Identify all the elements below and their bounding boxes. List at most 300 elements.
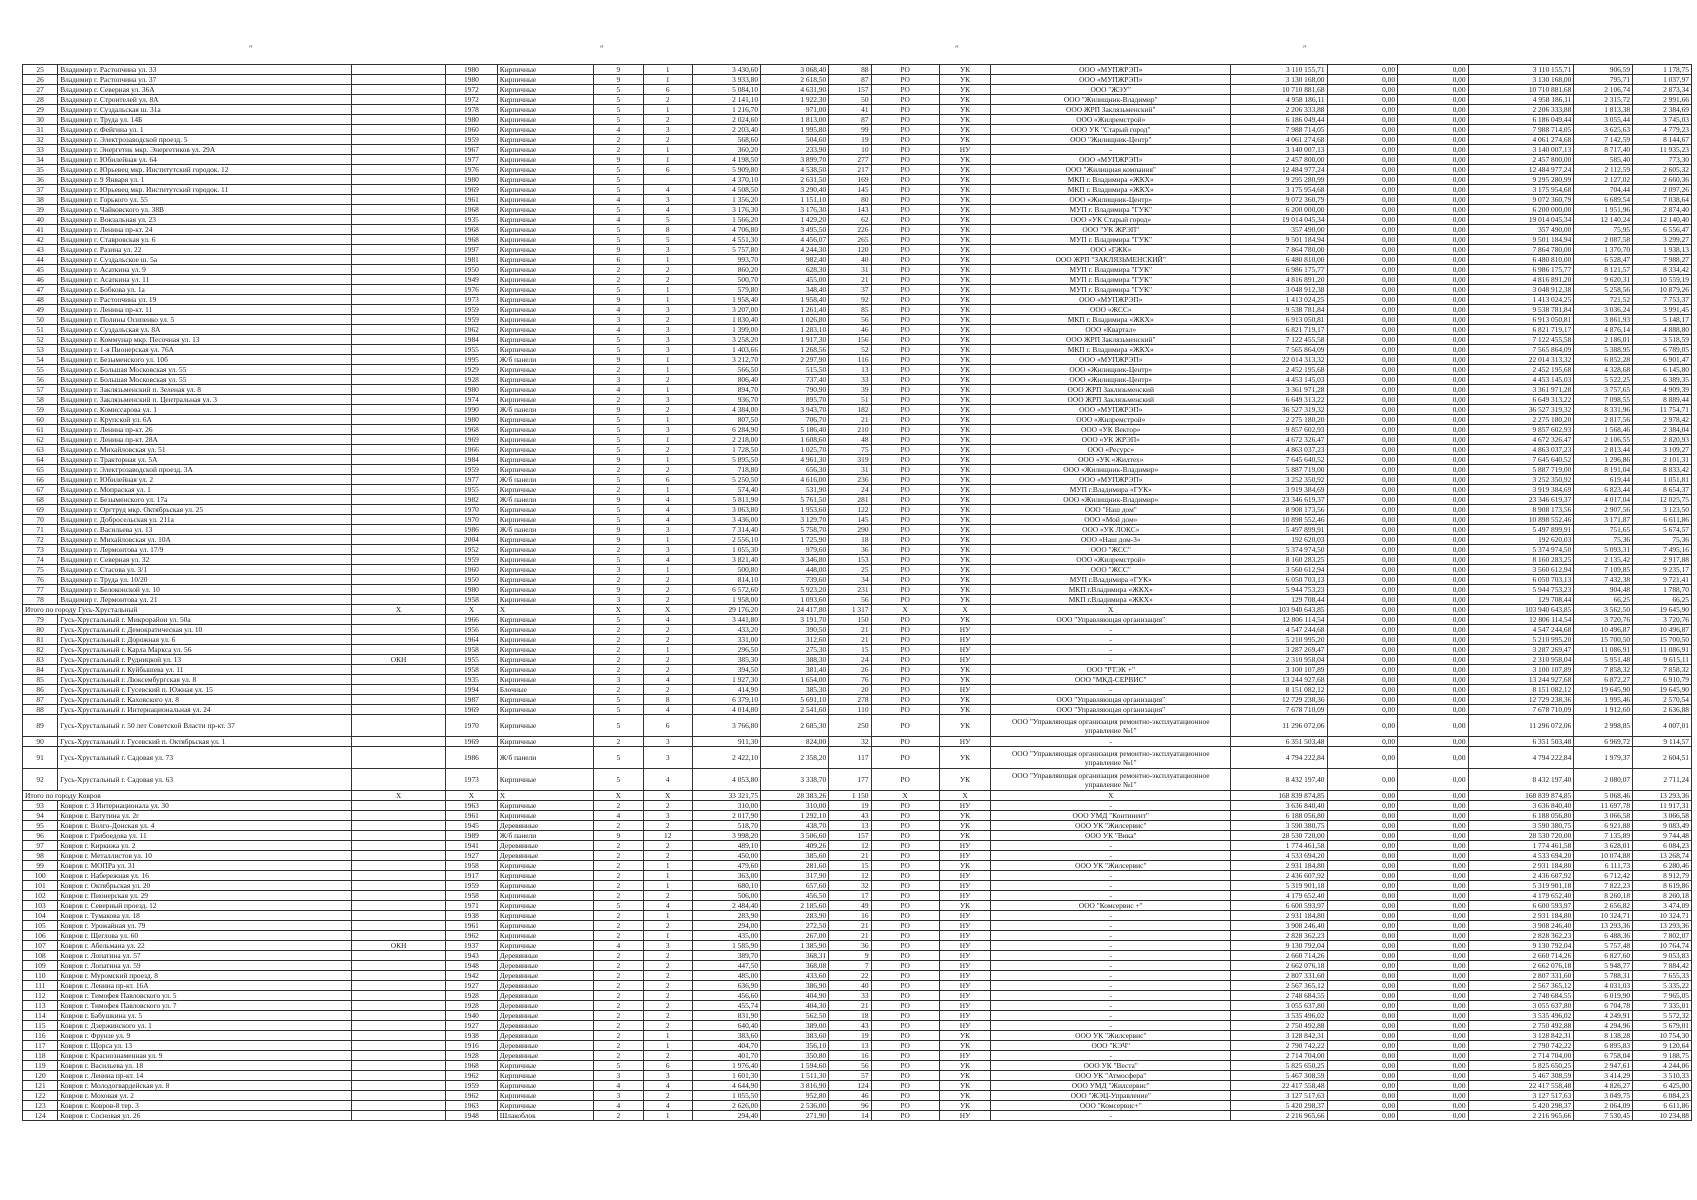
table-cell: МУП г. Владимира "ГУК" <box>991 275 1231 285</box>
table-cell: ООО "Жилищник-Владимир" <box>991 95 1231 105</box>
table-cell: 5 <box>594 85 643 95</box>
table-cell <box>352 325 446 335</box>
table-cell: 46 <box>829 1091 871 1101</box>
table-cell: ООО «УК Старый город» <box>991 215 1231 225</box>
table-cell: 2 <box>643 635 692 645</box>
table-cell: 1980 <box>446 115 498 125</box>
table-cell: 36 <box>829 545 871 555</box>
table-body <box>23 65 1692 1121</box>
table-cell: НУ <box>939 645 991 655</box>
table-cell <box>352 801 446 811</box>
table-cell: 1971 <box>446 901 498 911</box>
table-cell: РО <box>871 595 939 605</box>
table-cell: 145 <box>829 515 871 525</box>
table-cell: 0,00 <box>1398 881 1469 891</box>
table-cell: 81 <box>23 635 58 645</box>
table-cell: 294,00 <box>692 921 760 931</box>
table-cell: 5 <box>643 235 692 245</box>
table-cell: ООО "УК ЖРЭП" <box>991 225 1231 235</box>
table-cell: 56 <box>829 595 871 605</box>
table-cell: 1 728,50 <box>692 445 760 455</box>
table-cell: 12 729 238,36 <box>1468 695 1574 705</box>
table-cell: 0,00 <box>1398 1091 1469 1101</box>
table-cell <box>352 961 446 971</box>
table-cell: 47 <box>23 285 58 295</box>
table-cell: 0,00 <box>1327 1071 1398 1081</box>
table-cell: 0,00 <box>1327 1091 1398 1101</box>
table-cell: Деревянные <box>497 1001 593 1011</box>
table-cell: 319 <box>829 455 871 465</box>
table-cell: 32 <box>23 135 58 145</box>
table-cell: 5 895,50 <box>692 455 760 465</box>
table-cell: 6 480 810,00 <box>1468 255 1574 265</box>
table-cell: УК <box>939 435 991 445</box>
table-cell: УК <box>939 1101 991 1111</box>
table-cell: РО <box>871 695 939 705</box>
table-cell: УК <box>939 125 991 135</box>
table-cell: 4 644,90 <box>692 1081 760 1091</box>
table-cell: 26 <box>23 75 58 85</box>
table-cell: 0,00 <box>1327 145 1398 155</box>
table-cell: 66,25 <box>1633 595 1692 605</box>
table-row <box>23 565 1692 575</box>
table-cell: 4 <box>594 215 643 225</box>
table-cell: 1960 <box>446 565 498 575</box>
table-row <box>23 769 1692 791</box>
table-cell: 41 <box>23 225 58 235</box>
table-cell: 59 <box>23 405 58 415</box>
table-cell <box>352 1011 446 1021</box>
table-cell: 2 536,00 <box>761 1101 829 1111</box>
table-cell: 62 <box>829 215 871 225</box>
table-cell: 0,00 <box>1398 125 1469 135</box>
table-cell: 5 <box>594 105 643 115</box>
table-cell: 0,00 <box>1327 305 1398 315</box>
table-cell: 0,00 <box>1398 655 1469 665</box>
table-cell: 6 280,46 <box>1633 861 1692 871</box>
table-cell: 0,00 <box>1398 841 1469 851</box>
table-cell: 2 064,09 <box>1574 1101 1633 1111</box>
table-cell: 103 940 643,85 <box>1231 605 1327 615</box>
table-cell: 250 <box>829 715 871 737</box>
table-cell: 2 <box>643 275 692 285</box>
table-cell: 1976 <box>446 165 498 175</box>
table-cell: 2 206 333,88 <box>1468 105 1574 115</box>
table-cell: 69 <box>23 505 58 515</box>
table-cell: 4 816 891,20 <box>1231 275 1327 285</box>
table-cell: РО <box>871 235 939 245</box>
table-cell: 21 <box>829 1001 871 1011</box>
table-cell: - <box>991 881 1231 891</box>
table-cell: 3 766,80 <box>692 715 760 737</box>
table-cell: 1986 <box>446 525 498 535</box>
table-cell: Гусь-Хрустальный г. Гусевский п. Октябрьская ул. 1 <box>58 737 352 747</box>
table-cell: 2 874,40 <box>1633 205 1692 215</box>
table-cell: 1950 <box>446 575 498 585</box>
table-cell: 1927 <box>446 851 498 861</box>
table-cell: 1 <box>643 75 692 85</box>
table-cell: 3 816,90 <box>761 1081 829 1091</box>
table-cell: 0,00 <box>1327 565 1398 575</box>
table-cell: 86 <box>23 685 58 695</box>
table-cell: 5 258,56 <box>1574 285 1633 295</box>
table-cell: 97 <box>23 841 58 851</box>
table-cell: РО <box>871 1041 939 1051</box>
table-cell: 0,00 <box>1327 1031 1398 1041</box>
table-cell: ОКН <box>352 941 446 951</box>
table-cell: 52 <box>23 335 58 345</box>
table-cell: 4 538,50 <box>761 165 829 175</box>
table-cell: 2 817,56 <box>1574 415 1633 425</box>
table-cell: - <box>991 941 1231 951</box>
table-cell: 1961 <box>446 195 498 205</box>
table-row <box>23 75 1692 85</box>
table-cell: 1 <box>643 455 692 465</box>
table-cell: 1 951,96 <box>1574 205 1633 215</box>
table-cell: 37 <box>23 185 58 195</box>
table-cell: 2 <box>594 871 643 881</box>
table-cell: 5 319 901,18 <box>1468 881 1574 891</box>
table-cell <box>352 465 446 475</box>
table-cell: РО <box>871 881 939 891</box>
table-cell: 0,00 <box>1398 585 1469 595</box>
table-cell: 13 268,74 <box>1633 851 1692 861</box>
table-cell: 1 608,60 <box>761 435 829 445</box>
table-cell: 0,00 <box>1327 941 1398 951</box>
table-cell: УК <box>939 565 991 575</box>
table-cell: 7 864 780,00 <box>1468 245 1574 255</box>
table-cell: 3 919 384,69 <box>1231 485 1327 495</box>
table-cell: 0,00 <box>1327 655 1398 665</box>
table-cell: 1 953,60 <box>761 505 829 515</box>
table-cell: 0,00 <box>1327 881 1398 891</box>
table-cell: Владимир г. Тракторная ул. 5А <box>58 455 352 465</box>
table-cell: 1 976,40 <box>692 1061 760 1071</box>
table-cell: Владимир г. Северная ул. 32 <box>58 555 352 565</box>
table-cell: Владимир г. Безыменского ул. 17а <box>58 495 352 505</box>
table-cell: 1994 <box>446 685 498 695</box>
table-cell: НУ <box>939 635 991 645</box>
table-cell: Ковров г. Киркижа ул. 2 <box>58 841 352 851</box>
table-cell: 2 452 195,68 <box>1231 365 1327 375</box>
table-cell: 4 053,80 <box>692 769 760 791</box>
table-cell: 78 <box>23 595 58 605</box>
table-cell: 6 821 719,17 <box>1231 325 1327 335</box>
table-cell: РО <box>871 245 939 255</box>
table-cell: Ковров г. Щеглова ул. 60 <box>58 931 352 941</box>
table-cell: 281,60 <box>761 861 829 871</box>
table-cell: 1972 <box>446 95 498 105</box>
table-cell: 0,00 <box>1327 991 1398 1001</box>
table-cell: Владимир г. Стасова ул. 3/1 <box>58 565 352 575</box>
table-cell: 5 825 650,25 <box>1468 1061 1574 1071</box>
table-cell: 4 <box>643 505 692 515</box>
table-cell: 1989 <box>446 831 498 841</box>
table-cell: 2 873,34 <box>1633 85 1692 95</box>
table-cell: 2 907,56 <box>1574 505 1633 515</box>
table-cell: 20 <box>829 685 871 695</box>
table-cell: Кирпичные <box>497 737 593 747</box>
table-cell: 2 <box>594 961 643 971</box>
table-cell: 0,00 <box>1327 645 1398 655</box>
table-cell: 3 130 168,00 <box>1468 75 1574 85</box>
table-cell: 2 <box>594 545 643 555</box>
table-cell: Кирпичные <box>497 1061 593 1071</box>
table-cell: 2 <box>594 665 643 675</box>
table-cell: РО <box>871 575 939 585</box>
table-cell: 1 <box>643 105 692 115</box>
table-cell: Владимир г. Ставровская ул. 6 <box>58 235 352 245</box>
table-cell: 8 654,37 <box>1633 485 1692 495</box>
table-cell: - <box>991 655 1231 665</box>
table-cell: 1948 <box>446 1111 498 1121</box>
table-cell <box>352 1091 446 1101</box>
table-cell: 1959 <box>446 465 498 475</box>
table-cell: 5 <box>594 515 643 525</box>
table-cell: НУ <box>939 685 991 695</box>
table-cell: НУ <box>939 971 991 981</box>
table-cell: Ковров г. 3 Интернационала ул. 30 <box>58 801 352 811</box>
table-cell: - <box>991 645 1231 655</box>
table-cell: Кирпичные <box>497 135 593 145</box>
table-cell: 0,00 <box>1327 841 1398 851</box>
table-cell: 67 <box>23 485 58 495</box>
table-cell: 4 244,30 <box>761 245 829 255</box>
table-cell: 6 <box>643 1061 692 1071</box>
table-cell: 1 922,30 <box>761 95 829 105</box>
table-cell: 2 714 704,00 <box>1231 1051 1327 1061</box>
table-cell: 2 <box>594 1051 643 1061</box>
table-cell: 1958 <box>446 645 498 655</box>
table-cell: 2 <box>594 991 643 1001</box>
table-cell: 455,00 <box>761 275 829 285</box>
table-cell: Владимир г. Комиссарова ул. 1 <box>58 405 352 415</box>
table-cell: 118 <box>23 1051 58 1061</box>
table-cell: 66 <box>23 475 58 485</box>
table-cell: 1962 <box>446 1091 498 1101</box>
table-row <box>23 1071 1692 1081</box>
table-cell: ООО «Ресурс» <box>991 445 1231 455</box>
table-cell: 7 495,16 <box>1633 545 1692 555</box>
table-cell: УК <box>939 75 991 85</box>
table-cell: 2 656,82 <box>1574 901 1633 911</box>
table-cell: 0,00 <box>1398 635 1469 645</box>
table-cell: ООО ЖРП Заклязьменский" <box>991 335 1231 345</box>
table-cell: ООО ЖРП "ЗАКЛЯЗЬМЕНСКИЙ" <box>991 255 1231 265</box>
table-cell: 3 <box>643 425 692 435</box>
table-cell: X <box>939 791 991 801</box>
table-cell: 6 379,10 <box>692 695 760 705</box>
table-cell: 0,00 <box>1327 1041 1398 1051</box>
table-cell: 13 293,36 <box>1574 921 1633 931</box>
table-cell: УК <box>939 555 991 565</box>
table-cell: Кирпичные <box>497 245 593 255</box>
table-cell: 4 826,27 <box>1574 1081 1633 1091</box>
table-cell: 4 198,50 <box>692 155 760 165</box>
table-cell: 1973 <box>446 295 498 305</box>
table-cell: X <box>594 605 643 615</box>
table-cell: Владимир г. Разина ул. 22 <box>58 245 352 255</box>
table-cell: 5 420 298,37 <box>1468 1101 1574 1111</box>
table-cell: 32 <box>829 737 871 747</box>
table-cell: 2 <box>643 841 692 851</box>
table-cell: 2 024,60 <box>692 115 760 125</box>
table-cell: 4 <box>643 1101 692 1111</box>
table-cell: УК <box>939 675 991 685</box>
table-cell <box>352 305 446 315</box>
table-cell: 3 757,65 <box>1574 385 1633 395</box>
table-cell: РО <box>871 285 939 295</box>
table-cell: НУ <box>939 737 991 747</box>
subtotal-row <box>23 791 1692 801</box>
table-cell: Ковров г. Щорса ул. 13 <box>58 1041 352 1051</box>
table-cell: ООО "Жилищник-Центр" <box>991 135 1231 145</box>
table-cell: 3 636 840,40 <box>1231 801 1327 811</box>
table-cell: 72 <box>23 535 58 545</box>
table-cell: 1972 <box>446 85 498 95</box>
table-cell: 0,00 <box>1327 791 1398 801</box>
table-cell: 36 <box>829 941 871 951</box>
table-cell: 7 678 710,09 <box>1231 705 1327 715</box>
table-cell: ООО "РТЭК +" <box>991 665 1231 675</box>
table-cell: 2 080,07 <box>1574 769 1633 791</box>
table-cell: 1 958,40 <box>692 295 760 305</box>
table-cell: 5 944 753,23 <box>1231 585 1327 595</box>
table-cell: 6 528,47 <box>1574 255 1633 265</box>
table-cell: 1942 <box>446 971 498 981</box>
table-cell: ООО "Жилищная компания" <box>991 165 1231 175</box>
table-cell: 2 <box>643 685 692 695</box>
table-cell: Кирпичные <box>497 575 593 585</box>
table-cell: 145 <box>829 185 871 195</box>
table-cell: 60 <box>23 415 58 425</box>
table-cell: 2 998,85 <box>1574 715 1633 737</box>
table-cell: 1 051,81 <box>1633 475 1692 485</box>
table-cell: 0,00 <box>1327 265 1398 275</box>
table-cell: ООО УМД "Жилсервис" <box>991 1081 1231 1091</box>
table-cell: Владимир г. Асаткина ул. 9 <box>58 265 352 275</box>
table-cell: 2 <box>643 575 692 585</box>
table-row <box>23 295 1692 305</box>
table-cell: 3 <box>643 345 692 355</box>
table-cell: 2 <box>643 891 692 901</box>
table-cell: ООО "ЖСС" <box>991 565 1231 575</box>
table-cell <box>352 475 446 485</box>
table-cell: 9 <box>594 65 643 75</box>
table-cell: 9 114,57 <box>1633 737 1692 747</box>
table-cell: РО <box>871 505 939 515</box>
table-cell: 2 790 742,22 <box>1468 1041 1574 1051</box>
table-cell: 2 <box>643 595 692 605</box>
table-cell: 0,00 <box>1398 385 1469 395</box>
table-cell: 43 <box>829 1021 871 1031</box>
table-cell: 3 055 637,80 <box>1231 1001 1327 1011</box>
table-cell: Гусь-Хрустальный г. Дорожная ул. 6 <box>58 635 352 645</box>
table-row <box>23 425 1692 435</box>
table-cell: 3 628,01 <box>1574 841 1633 851</box>
table-cell: 1961 <box>446 811 498 821</box>
table-cell: 6 712,42 <box>1574 871 1633 881</box>
table-cell: 9 053,83 <box>1633 951 1692 961</box>
table-cell: X <box>352 791 446 801</box>
table-cell: 0,00 <box>1327 465 1398 475</box>
table-cell: 1958 <box>446 861 498 871</box>
table-cell: МКП г. Владимира «ЖКХ» <box>991 185 1231 195</box>
table-cell: 103 940 643,85 <box>1468 605 1574 615</box>
table-cell: 2 <box>643 981 692 991</box>
table-cell: Кирпичные <box>497 345 593 355</box>
table-cell: 2 618,50 <box>761 75 829 85</box>
table-cell: Ж/б панели <box>497 495 593 505</box>
table-cell: 0,00 <box>1327 737 1398 747</box>
table-cell: Кирпичные <box>497 305 593 315</box>
table-cell: 568,60 <box>692 135 760 145</box>
table-cell: 2 <box>594 931 643 941</box>
table-cell: МУП г. Владимира "ГУК" <box>991 265 1231 275</box>
table-cell: Ж/б панели <box>497 747 593 769</box>
table-cell: 0,00 <box>1398 861 1469 871</box>
table-cell: 3 109,27 <box>1633 445 1692 455</box>
table-cell: 283,90 <box>692 911 760 921</box>
table-cell: 87 <box>23 695 58 705</box>
table-cell: 0,00 <box>1327 135 1398 145</box>
table-cell: 4 547 244,68 <box>1468 625 1574 635</box>
table-cell: 1961 <box>446 921 498 931</box>
table-cell: 2 112,59 <box>1574 165 1633 175</box>
table-cell: УК <box>939 505 991 515</box>
table-cell: 2 <box>643 315 692 325</box>
table-cell: - <box>991 971 1231 981</box>
table-cell: 9 <box>594 495 643 505</box>
table-cell: ООО УК "Жилсервис" <box>991 861 1231 871</box>
table-row <box>23 1061 1692 1071</box>
table-cell: 9 538 781,84 <box>1231 305 1327 315</box>
table-cell: 368,31 <box>761 951 829 961</box>
table-cell: 1 <box>643 871 692 881</box>
table-cell: УК <box>939 595 991 605</box>
table-cell: Кирпичные <box>497 185 593 195</box>
table-cell: 1 <box>643 881 692 891</box>
table-cell: 1 <box>643 145 692 155</box>
table-cell: 3 299,27 <box>1633 235 1692 245</box>
table-cell: 2 <box>594 685 643 695</box>
table-cell: 0,00 <box>1398 285 1469 295</box>
table-cell: 1 813,00 <box>761 115 829 125</box>
table-cell: Деревянные <box>497 1041 593 1051</box>
table-cell: 0,00 <box>1398 1111 1469 1121</box>
scan-mark: ″ <box>249 44 253 54</box>
table-cell: Владимир г. Добросельская ул. 211а <box>58 515 352 525</box>
table-cell: 48 <box>23 295 58 305</box>
table-cell: 1958 <box>446 891 498 901</box>
table-cell: 116 <box>23 1031 58 1041</box>
table-cell: 6 823,44 <box>1574 485 1633 495</box>
table-cell: X <box>991 791 1231 801</box>
table-cell: 116 <box>829 355 871 365</box>
table-cell <box>352 595 446 605</box>
table-cell: ООО «МУПЖРЭП» <box>991 65 1231 75</box>
table-cell: 2 384,04 <box>1633 425 1692 435</box>
table-cell: 7 988,27 <box>1633 255 1692 265</box>
table-cell: 3 066,58 <box>1633 811 1692 821</box>
table-cell: 11 296 072,06 <box>1231 715 1327 737</box>
table-cell: 4 <box>643 555 692 565</box>
table-cell: 0,00 <box>1398 675 1469 685</box>
table-cell: 96 <box>829 1101 871 1111</box>
table-cell: 0,00 <box>1398 255 1469 265</box>
table-cell: 2 <box>643 625 692 635</box>
table-cell: 1938 <box>446 911 498 921</box>
